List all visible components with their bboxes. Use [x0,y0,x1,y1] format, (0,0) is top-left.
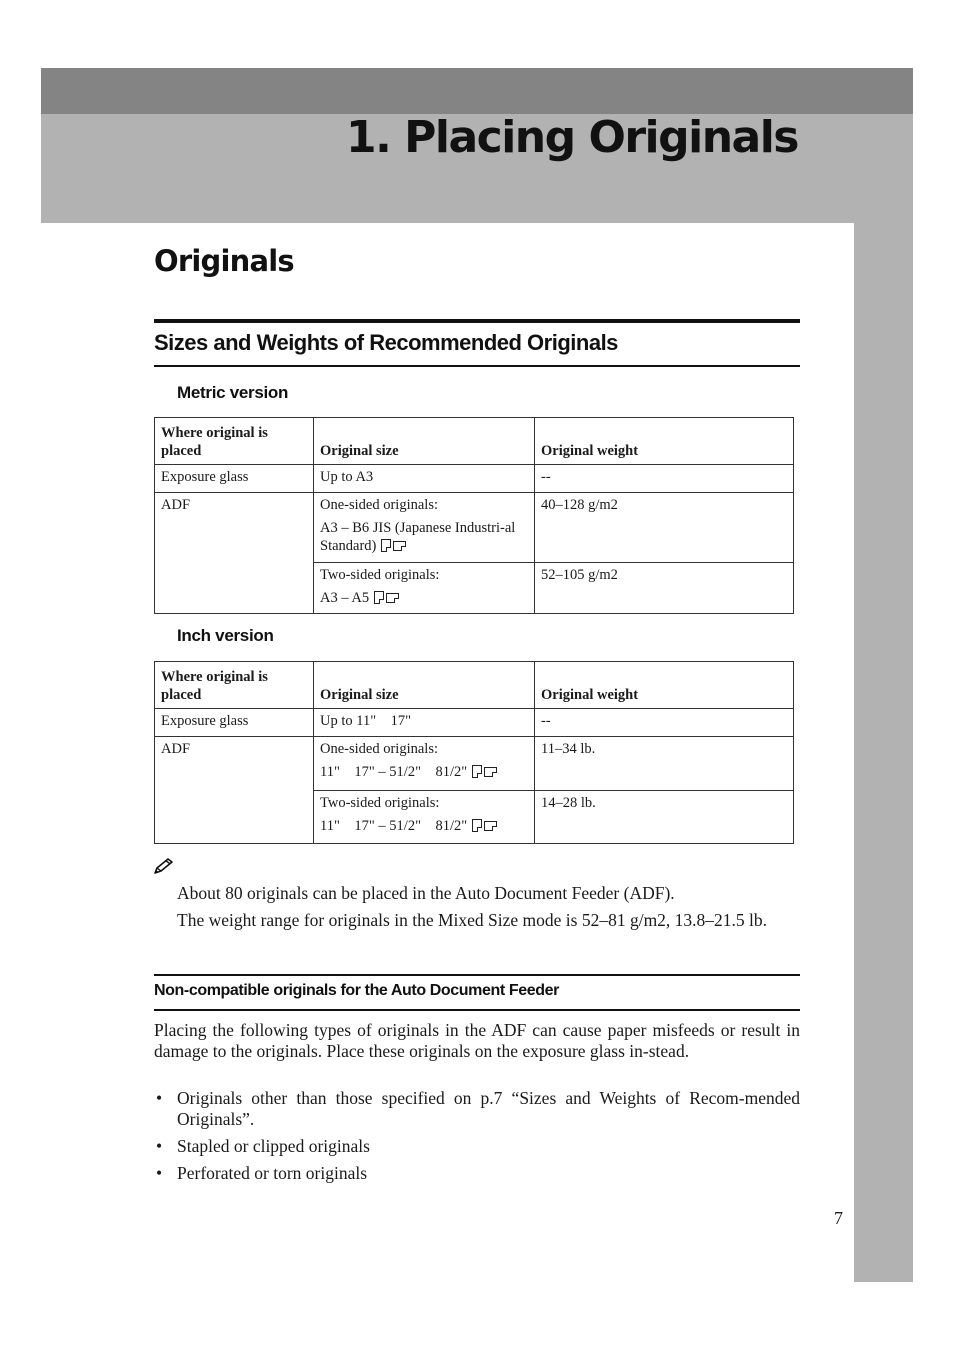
cell-weight: 40–128 g/m2 [535,493,794,563]
noncompat-heading: Non-compatible originals for the Auto Document Feeder [154,982,559,999]
noncompat-rule-top [154,974,800,976]
list-item: Originals other than those specified on p.7 “Sizes and Weights of Recom-mended Originals”. [177,1088,800,1129]
cell-placed: ADF [155,737,314,844]
landscape-orientation-icon [386,593,399,603]
cell-weight: -- [535,709,794,737]
size-label: One-sided originals: [320,497,438,513]
inch-table [154,661,794,844]
cell-size: Up to 11" 17" [314,709,535,737]
landscape-orientation-icon [393,541,406,551]
cell-weight: 14–28 lb. [535,791,794,844]
header-weight: Original weight [535,418,794,465]
table-row [155,737,794,791]
cell-size [314,737,535,791]
table-row [155,493,794,563]
note-line-2: The weight range for originals in the Mixed Size mode is 52–81 g/m2, 13.8–21.5 lb. [177,910,768,930]
size-range [320,763,528,781]
header-placed: Where original is placed [155,662,314,709]
bullet-marker: • [156,1136,163,1156]
table-header-row [155,662,794,709]
header-placed: Where original is placed [155,418,314,465]
size-label: One-sided originals: [320,741,438,757]
portrait-orientation-icon [381,539,391,552]
cell-size: Up to A3 [314,465,535,493]
side-thumb-bar [854,223,913,1282]
size-range-text: 11" 17" – 51/2" 81/2" [320,764,468,780]
size-range [320,589,528,607]
pencil-note-icon [153,857,175,875]
header-size: Original size [314,662,535,709]
table-header-row [155,418,794,465]
header-size: Original size [314,418,535,465]
subsection-title: Sizes and Weights of Recommended Originals [154,330,618,355]
portrait-orientation-icon [472,765,482,778]
page-number: 7 [834,1208,843,1228]
portrait-orientation-icon [472,819,482,832]
subsection-rule-bottom [154,365,800,367]
cell-size [314,493,535,563]
table-row [155,465,794,493]
portrait-orientation-icon [374,591,384,604]
bullet-marker: • [156,1088,163,1108]
cell-weight: -- [535,465,794,493]
subsection-rule-top [154,319,800,323]
chapter-title: 1. Placing Originals [345,112,798,163]
size-range-text: A3 – A5 [320,590,370,606]
size-range [320,519,528,555]
noncompat-intro: Placing the following types of originals in the ADF can cause paper misfeeds or result in damage to the originals. Place these originals on the exposure glass in-stead. [154,1020,800,1061]
landscape-orientation-icon [484,821,497,831]
cell-size [314,791,535,844]
cell-placed: Exposure glass [155,709,314,737]
metric-table [154,417,794,614]
landscape-orientation-icon [484,767,497,777]
cell-weight: 52–105 g/m2 [535,563,794,614]
header-weight: Original weight [535,662,794,709]
list-item: Stapled or clipped originals [177,1136,370,1156]
cell-size [314,563,535,614]
size-label: Two-sided originals: [320,795,440,811]
noncompat-rule-bottom [154,1009,800,1011]
metric-heading: Metric version [177,383,289,402]
size-range-text: A3 – B6 JIS (Japanese Industri-al Standard) [320,520,516,554]
section-title: Originals [154,244,294,278]
cell-placed: ADF [155,493,314,614]
inch-heading: Inch version [177,626,274,645]
chapter-header-band-dark [41,68,913,114]
size-label: Two-sided originals: [320,567,440,583]
size-range [320,817,528,835]
cell-placed: Exposure glass [155,465,314,493]
cell-weight: 11–34 lb. [535,737,794,791]
table-row [155,709,794,737]
bullet-marker: • [156,1163,163,1183]
size-range-text: 11" 17" – 51/2" 81/2" [320,818,468,834]
note-line-1: About 80 originals can be placed in the Auto Document Feeder (ADF). [177,883,675,903]
list-item: Perforated or torn originals [177,1163,368,1183]
